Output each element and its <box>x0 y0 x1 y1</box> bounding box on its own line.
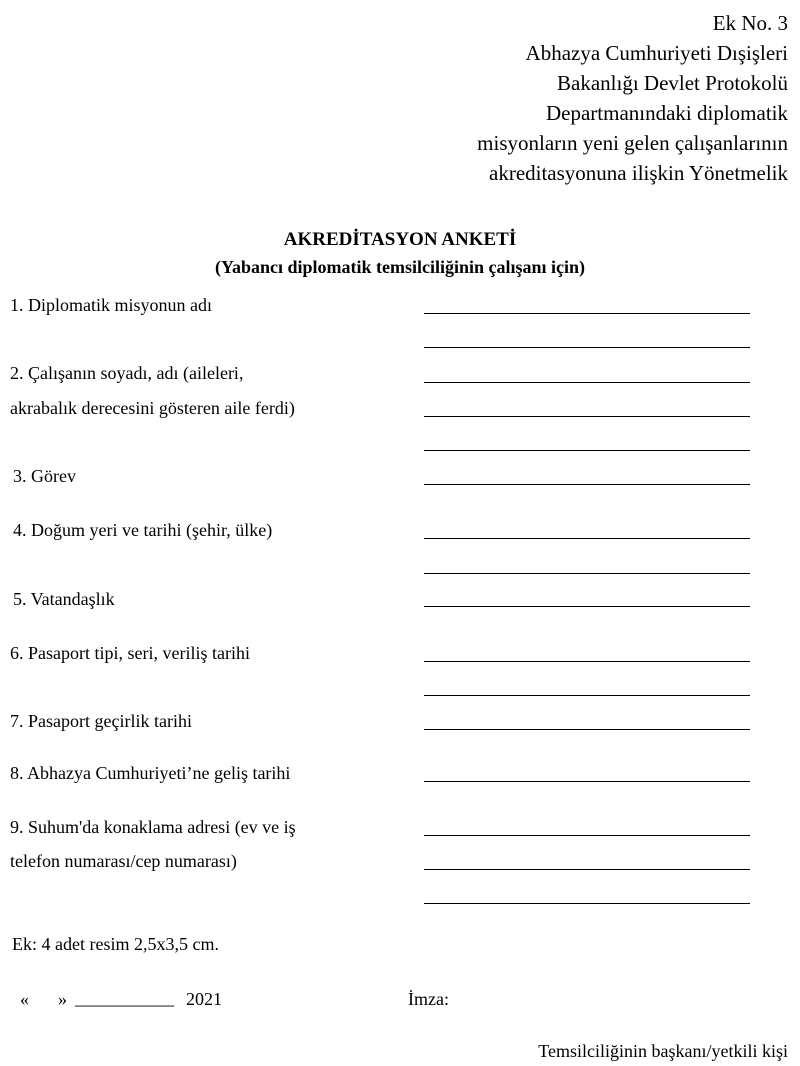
date-open-quote: « <box>20 989 29 1009</box>
question-1-label: 1. Diplomatik misyonun adı <box>10 295 212 315</box>
question-4-label: 4. Doğum yeri ve tarihi (şehir, ülke) <box>13 520 273 540</box>
answer-line[interactable] <box>424 661 750 662</box>
answer-line[interactable] <box>424 484 750 485</box>
answer-line[interactable] <box>424 781 750 782</box>
annex-number: Ek No. 3 <box>712 11 788 35</box>
question-7-label: 7. Pasaport geçirlik tarihi <box>10 711 192 731</box>
question-9-label: 9. Suhum'da konaklama adresi (ev ve iş <box>10 817 296 837</box>
question-9-label-cont: telefon numarası/cep numarası) <box>10 851 237 871</box>
date-blank[interactable]: ___________ <box>75 988 174 1008</box>
attachment-note: Ek: 4 adet resim 2,5x3,5 cm. <box>12 934 219 954</box>
document-header <box>477 8 788 188</box>
signatory-title: Temsilciliğinin başkanı/yetkili kişi <box>538 1041 788 1061</box>
header-line: Departmanındaki diplomatik <box>545 101 788 125</box>
question-6-label: 6. Pasaport tipi, seri, veriliş tarihi <box>10 643 250 663</box>
question-5-label: 5. Vatandaşlık <box>13 589 115 609</box>
form-title: AKREDİTASYON ANKETİ <box>283 229 517 250</box>
answer-line[interactable] <box>424 382 750 383</box>
date-close-quote: » <box>58 989 67 1009</box>
answer-line[interactable] <box>424 538 750 539</box>
header-line: Bakanlığı Devlet Protokolü <box>557 71 788 95</box>
question-2-label-cont: akrabalık derecesini gösteren aile ferdi) <box>10 398 295 418</box>
answer-line[interactable] <box>424 695 750 696</box>
question-3-label: 3. Görev <box>13 466 76 486</box>
answer-line[interactable] <box>424 606 750 607</box>
answer-line[interactable] <box>424 313 750 314</box>
header-line: akreditasyonuna ilişkin Yönetmelik <box>489 161 788 185</box>
date-year: 2021 <box>186 989 222 1009</box>
form-subtitle: (Yabancı diplomatik temsilciliğinin çalışanı için) <box>214 257 586 277</box>
answer-line[interactable] <box>424 347 750 348</box>
answer-line[interactable] <box>424 450 750 451</box>
question-2-label: 2. Çalışanın soyadı, adı (aileleri, <box>10 363 244 383</box>
answer-line[interactable] <box>424 869 750 870</box>
answer-line[interactable] <box>424 835 750 836</box>
header-line: Abhazya Cumhuriyeti Dışişleri <box>525 41 788 65</box>
signature-label: İmza: <box>408 989 449 1009</box>
header-line: misyonların yeni gelen çalışanlarının <box>477 131 788 155</box>
answer-line[interactable] <box>424 729 750 730</box>
question-8-label: 8. Abhazya Cumhuriyeti’ne geliş tarihi <box>10 763 291 783</box>
answer-line[interactable] <box>424 416 750 417</box>
answer-line[interactable] <box>424 903 750 904</box>
answer-line[interactable] <box>424 573 750 574</box>
